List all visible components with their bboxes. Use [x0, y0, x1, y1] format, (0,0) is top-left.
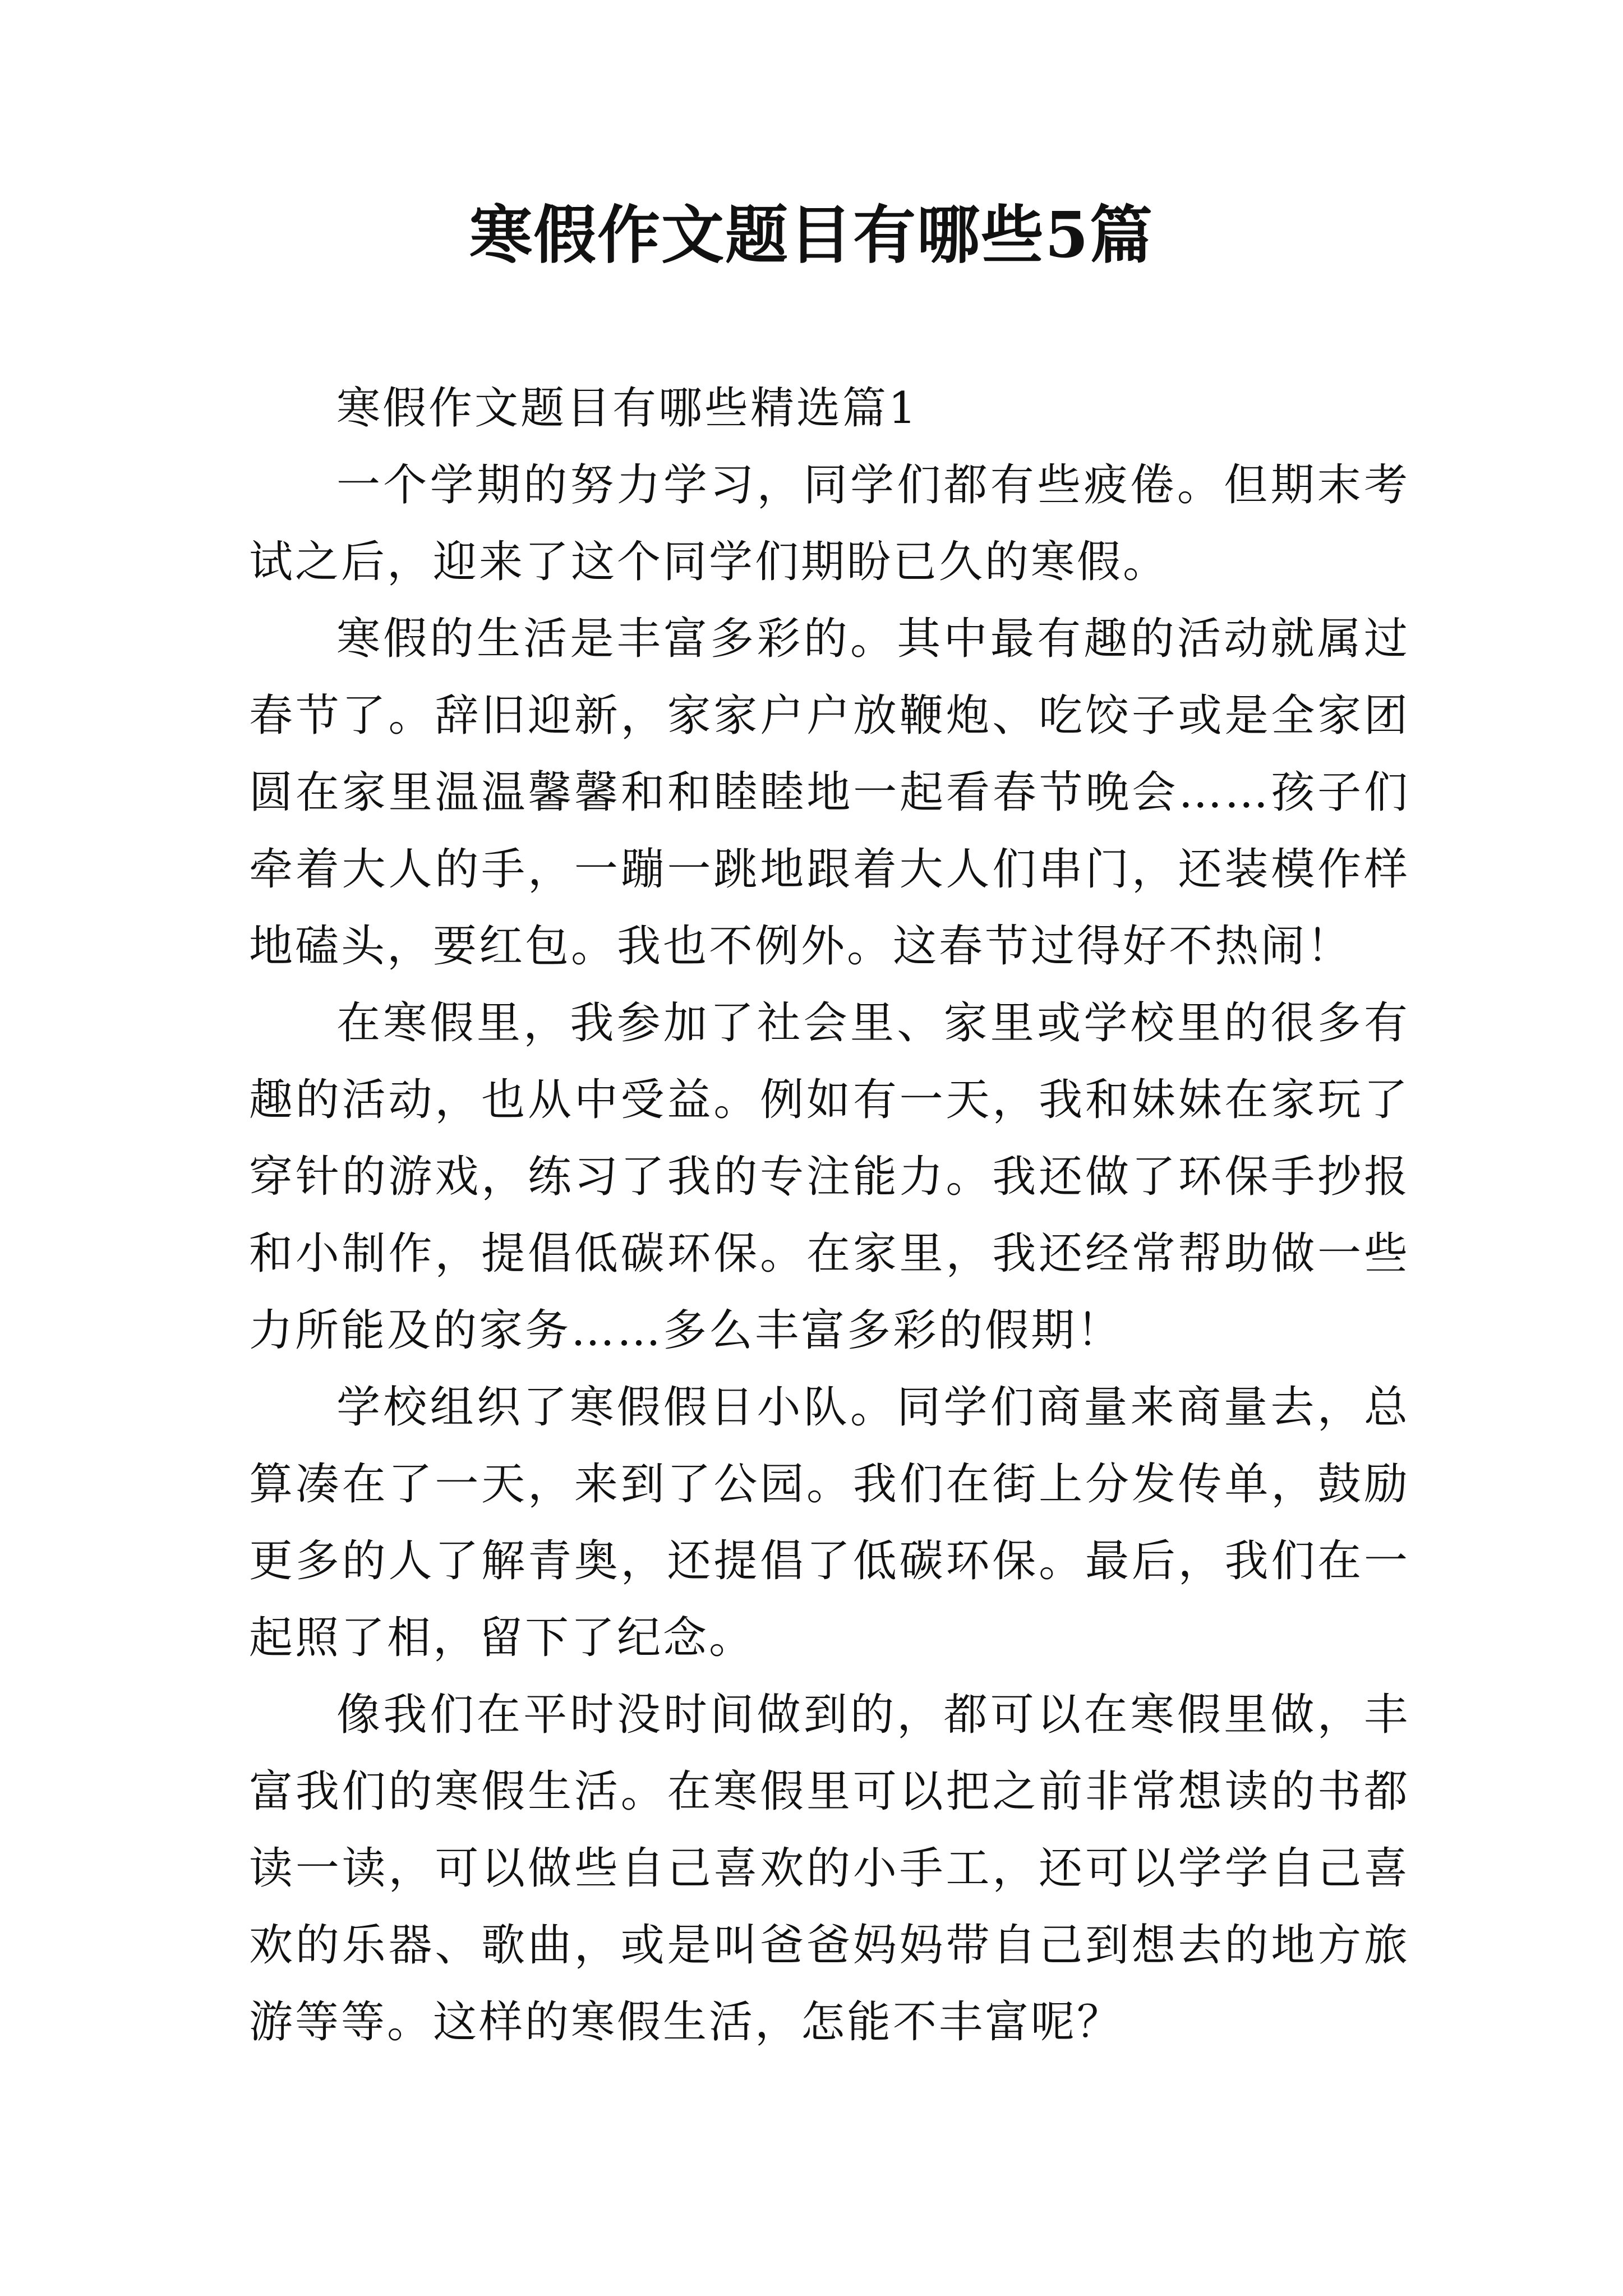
paragraph-2: 寒假的生活是丰富多彩的。其中最有趣的活动就属过春节了。辞旧迎新，家家户户放鞭炮、吃饺子或是全家团圆在家里温温馨馨和和睦睦地一起看春节晚会……孩子们牵着大人的手，一蹦一跳地跟着大人们串门，还装模作样地磕头，要红包。我也不例外。这春节过得好不热闹！	[249, 614, 1410, 972]
paragraph-4: 学校组织了寒假假日小队。同学们商量来商量去，总算凑在了一天，来到了公园。我们在街上分发传单，鼓励更多的人了解青奥，还提倡了低碳环保。最后，我们在一起照了相，留下了纪念。	[249, 1382, 1410, 1663]
paragraph-3: 在寒假里，我参加了社会里、家里或学校里的很多有趣的活动，也从中受益。例如有一天，我和妹妹在家玩了穿针的游戏，练习了我的专注能力。我还做了环保手抄报和小制作，提倡低碳环保。在家里，我还经常帮助做一些力所能及的家务……多么丰富多彩的假期！	[249, 998, 1410, 1356]
paragraph-5: 像我们在平时没时间做到的，都可以在寒假里做，丰富我们的寒假生活。在寒假里可以把之前非常想读的书都读一读，可以做些自己喜欢的小手工，还可以学学自己喜欢的乐器、歌曲，或是叫爸爸妈妈带自己到想去的地方旅游等等。这样的寒假生活，怎能不丰富呢？	[249, 1690, 1410, 2047]
document-title: 寒假作文题目有哪些5篇	[469, 199, 1154, 272]
section-heading: 寒假作文题目有哪些精选篇1	[336, 383, 919, 434]
document-body	[249, 370, 1410, 2061]
paragraph-1: 一个学期的努力学习，同学们都有些疲倦。但期末考试之后，迎来了这个同学们期盼已久的寒假。	[249, 460, 1410, 587]
